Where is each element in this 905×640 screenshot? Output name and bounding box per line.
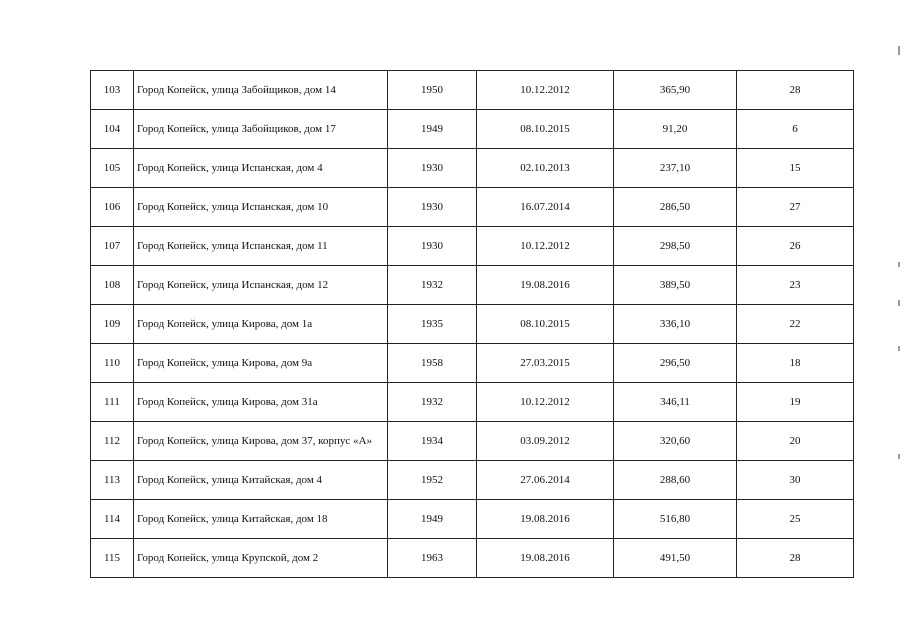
area-cell: 237,10	[614, 149, 737, 188]
table-row	[91, 227, 854, 266]
row-number-cell: 108	[91, 266, 134, 305]
date-cell: 16.07.2014	[477, 188, 614, 227]
row-number-cell: 109	[91, 305, 134, 344]
count-cell: 22	[737, 305, 854, 344]
address-cell: Город Копейск, улица Забойщиков, дом 17	[134, 110, 388, 149]
date-cell: 03.09.2012	[477, 422, 614, 461]
row-number-cell: 112	[91, 422, 134, 461]
area-cell: 389,50	[614, 266, 737, 305]
area-cell: 365,90	[614, 71, 737, 110]
date-cell: 10.12.2012	[477, 71, 614, 110]
scan-artifact-mark	[898, 300, 900, 306]
date-cell: 02.10.2013	[477, 149, 614, 188]
table-row	[91, 305, 854, 344]
table-row	[91, 344, 854, 383]
count-cell: 6	[737, 110, 854, 149]
year-cell: 1930	[388, 188, 477, 227]
table-row	[91, 110, 854, 149]
count-cell: 26	[737, 227, 854, 266]
address-cell: Город Копейск, улица Забойщиков, дом 14	[134, 71, 388, 110]
address-cell: Город Копейск, улица Китайская, дом 4	[134, 461, 388, 500]
area-cell: 298,50	[614, 227, 737, 266]
count-cell: 20	[737, 422, 854, 461]
scan-artifact-mark	[898, 454, 900, 459]
row-number-cell: 107	[91, 227, 134, 266]
count-cell: 28	[737, 71, 854, 110]
row-number-cell: 115	[91, 539, 134, 578]
count-cell: 23	[737, 266, 854, 305]
year-cell: 1952	[388, 461, 477, 500]
year-cell: 1949	[388, 500, 477, 539]
table-row	[91, 422, 854, 461]
row-number-cell: 110	[91, 344, 134, 383]
area-cell: 491,50	[614, 539, 737, 578]
date-cell: 27.06.2014	[477, 461, 614, 500]
count-cell: 28	[737, 539, 854, 578]
address-cell: Город Копейск, улица Крупской, дом 2	[134, 539, 388, 578]
count-cell: 18	[737, 344, 854, 383]
row-number-cell: 113	[91, 461, 134, 500]
address-cell: Город Копейск, улица Кирова, дом 31а	[134, 383, 388, 422]
year-cell: 1950	[388, 71, 477, 110]
table-row	[91, 149, 854, 188]
count-cell: 30	[737, 461, 854, 500]
year-cell: 1930	[388, 149, 477, 188]
year-cell: 1932	[388, 383, 477, 422]
address-cell: Город Копейск, улица Кирова, дом 9а	[134, 344, 388, 383]
table-row	[91, 71, 854, 110]
year-cell: 1935	[388, 305, 477, 344]
address-cell: Город Копейск, улица Испанская, дом 4	[134, 149, 388, 188]
address-cell: Город Копейск, улица Китайская, дом 18	[134, 500, 388, 539]
row-number-cell: 114	[91, 500, 134, 539]
count-cell: 25	[737, 500, 854, 539]
date-cell: 19.08.2016	[477, 500, 614, 539]
address-cell: Город Копейск, улица Кирова, дом 37, корпус «А»	[134, 422, 388, 461]
year-cell: 1930	[388, 227, 477, 266]
count-cell: 19	[737, 383, 854, 422]
date-cell: 08.10.2015	[477, 305, 614, 344]
table-row	[91, 539, 854, 578]
table-row	[91, 461, 854, 500]
area-cell: 288,60	[614, 461, 737, 500]
row-number-cell: 104	[91, 110, 134, 149]
date-cell: 19.08.2016	[477, 539, 614, 578]
year-cell: 1934	[388, 422, 477, 461]
date-cell: 19.08.2016	[477, 266, 614, 305]
count-cell: 27	[737, 188, 854, 227]
area-cell: 516,80	[614, 500, 737, 539]
area-cell: 91,20	[614, 110, 737, 149]
table-row	[91, 266, 854, 305]
year-cell: 1963	[388, 539, 477, 578]
date-cell: 10.12.2012	[477, 383, 614, 422]
area-cell: 336,10	[614, 305, 737, 344]
row-number-cell: 103	[91, 71, 134, 110]
area-cell: 346,11	[614, 383, 737, 422]
area-cell: 296,50	[614, 344, 737, 383]
date-cell: 27.03.2015	[477, 344, 614, 383]
date-cell: 10.12.2012	[477, 227, 614, 266]
area-cell: 320,60	[614, 422, 737, 461]
area-cell: 286,50	[614, 188, 737, 227]
row-number-cell: 106	[91, 188, 134, 227]
table-row	[91, 500, 854, 539]
address-cell: Город Копейск, улица Кирова, дом 1а	[134, 305, 388, 344]
table-row	[91, 383, 854, 422]
address-cell: Город Копейск, улица Испанская, дом 12	[134, 266, 388, 305]
address-cell: Город Копейск, улица Испанская, дом 11	[134, 227, 388, 266]
scan-artifact-mark	[898, 346, 900, 351]
address-cell: Город Копейск, улица Испанская, дом 10	[134, 188, 388, 227]
count-cell: 15	[737, 149, 854, 188]
row-number-cell: 105	[91, 149, 134, 188]
scan-artifact-mark	[898, 262, 900, 267]
date-cell: 08.10.2015	[477, 110, 614, 149]
table-row	[91, 188, 854, 227]
year-cell: 1958	[388, 344, 477, 383]
scan-artifact-mark	[898, 46, 900, 55]
register-table-body	[91, 71, 854, 578]
row-number-cell: 111	[91, 383, 134, 422]
year-cell: 1932	[388, 266, 477, 305]
housing-register-table	[90, 70, 854, 578]
year-cell: 1949	[388, 110, 477, 149]
